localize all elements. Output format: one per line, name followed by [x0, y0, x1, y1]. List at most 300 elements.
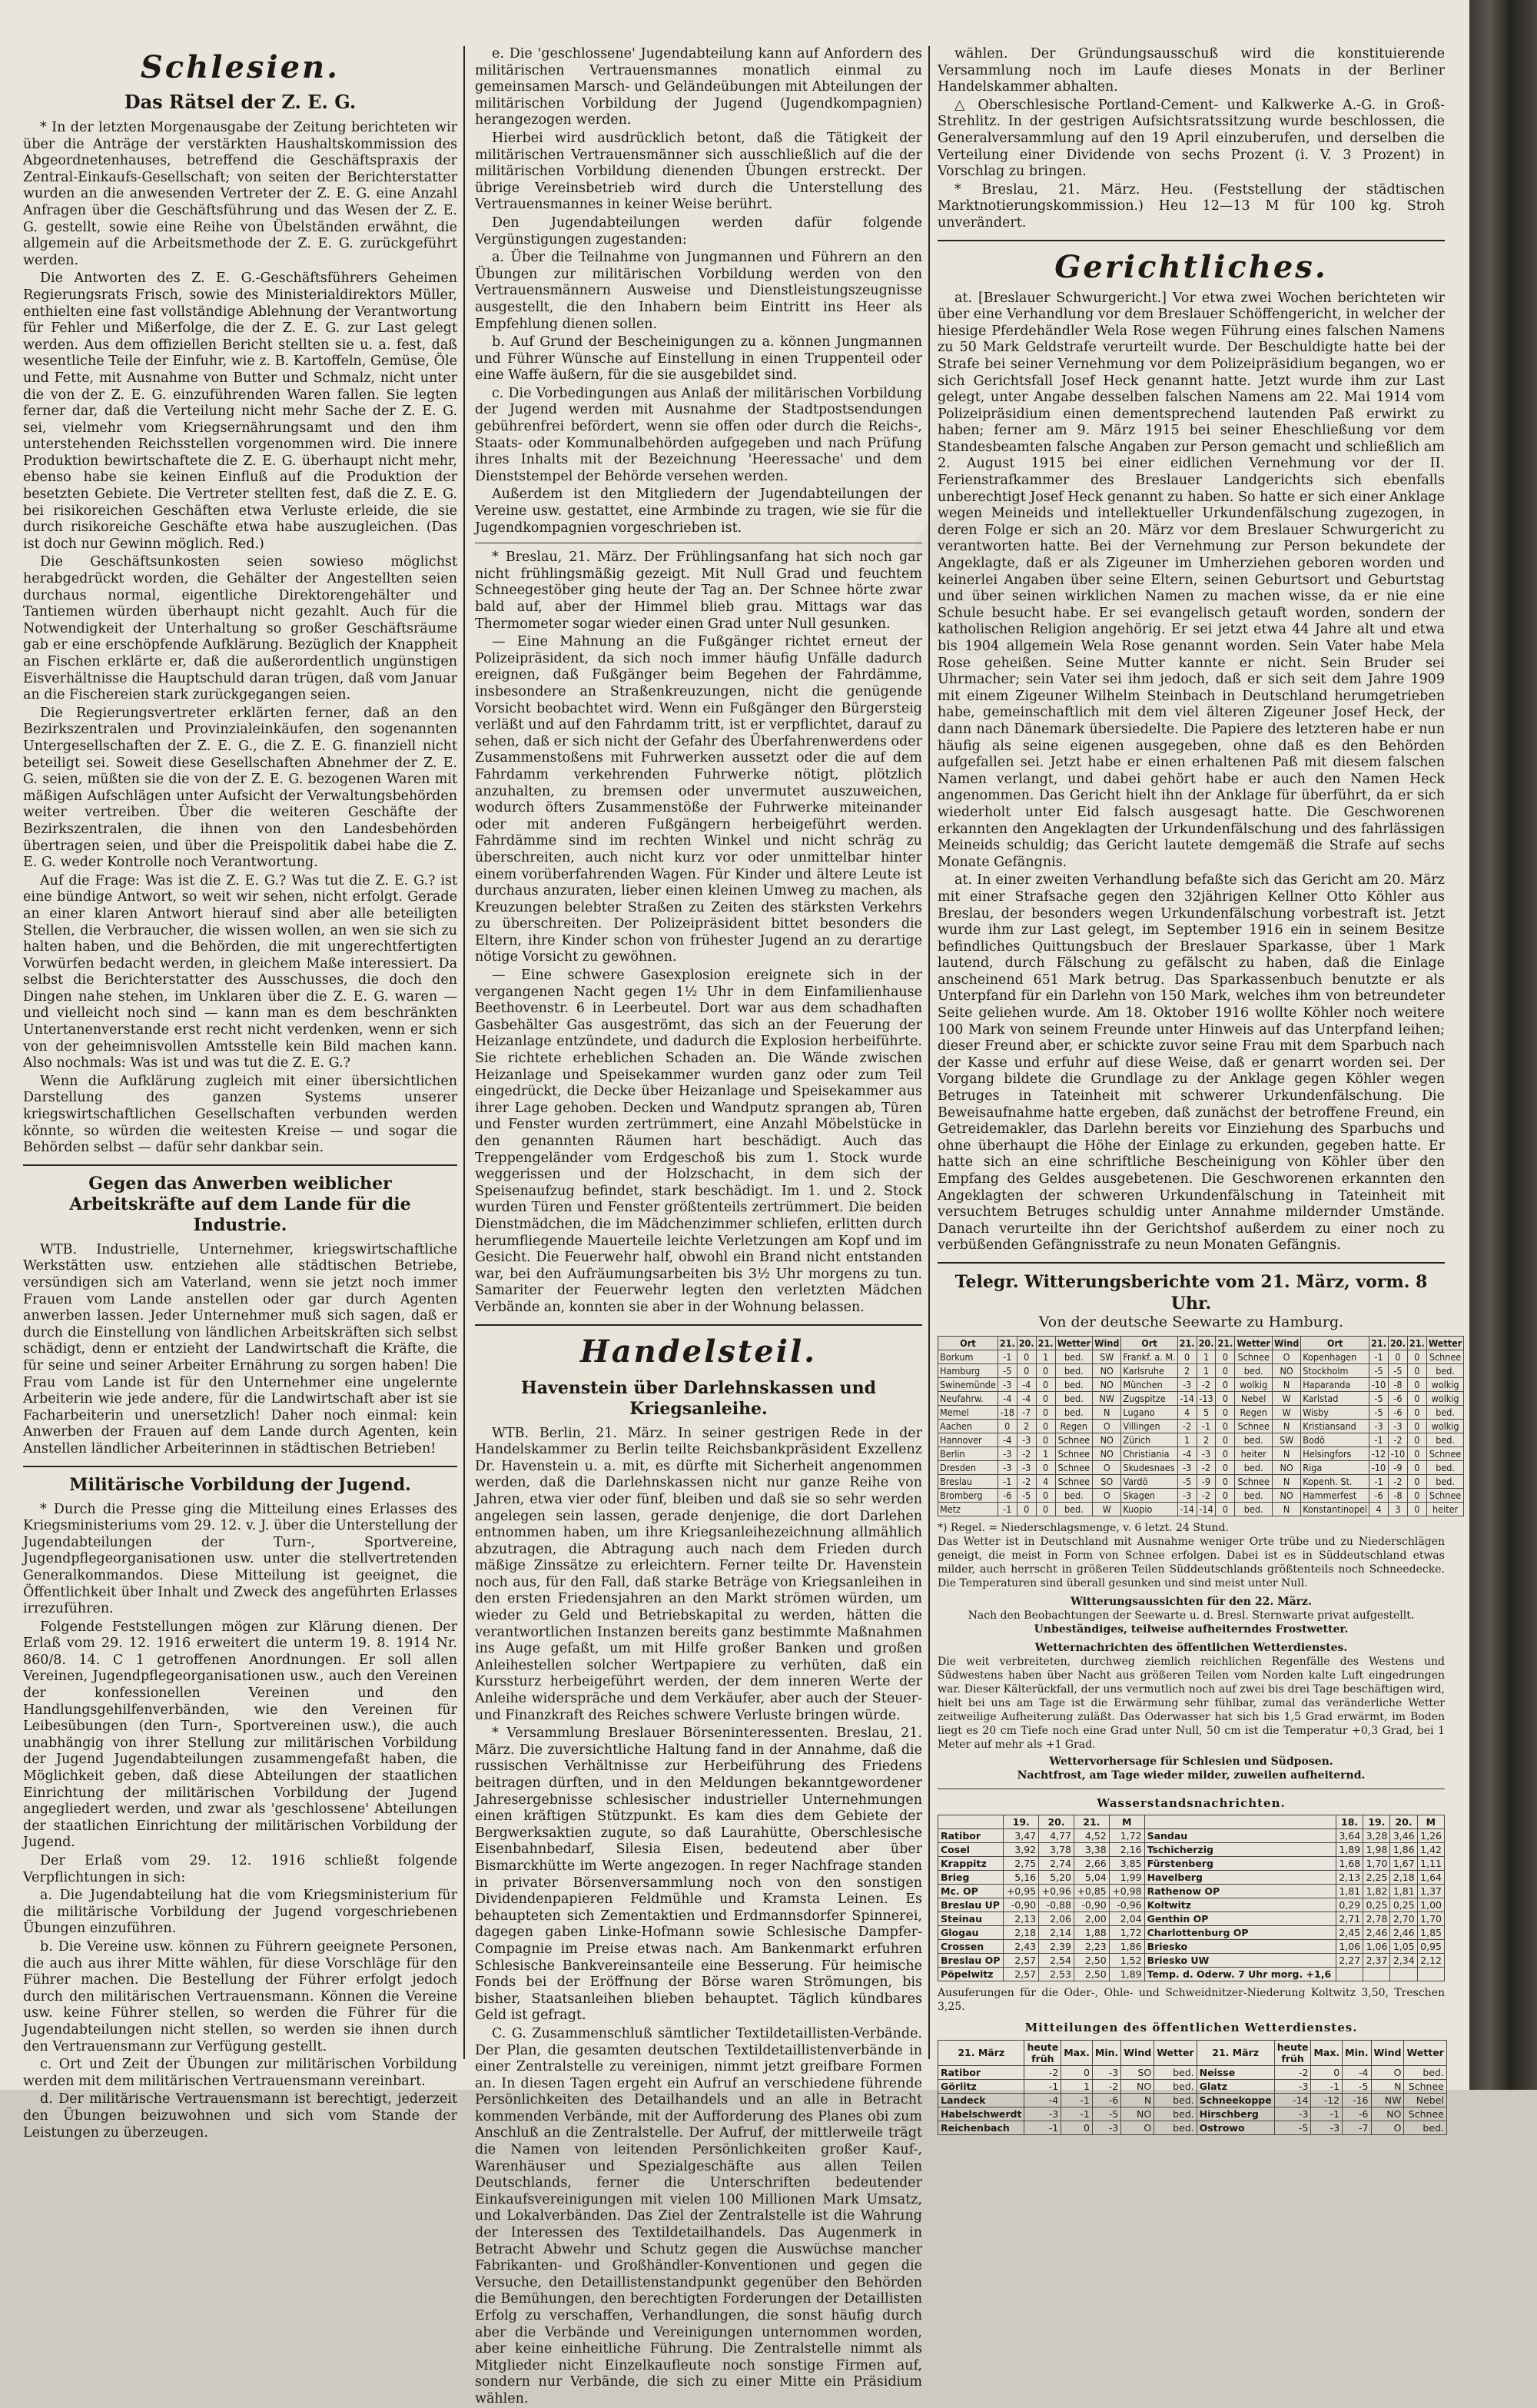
paragraph: c. Ort und Zeit der Übungen zur militärischen Vorbildung werden mit dem militärischen Vertrauensmann vereinbart.: [23, 2057, 457, 2089]
table-cell: bed.: [1426, 1460, 1464, 1474]
table-cell: 2,66: [1074, 1857, 1109, 1871]
table-cell: wolkig: [1426, 1419, 1464, 1433]
table-cell: Schnee: [1235, 1350, 1273, 1363]
table-cell: -2: [1092, 2079, 1120, 2093]
table-cell: -1: [1197, 1419, 1216, 1433]
paragraph: * In der letzten Morgenausgabe der Zeitung berichteten wir über die Anträge der verstärkten Haushaltskommission des Abgeordnetenhauses, betreffend die Geschäftspraxis der Zentral-Einkaufs-Gesellschaft; von seiten der Berichterstatter wurden an die anwesenden Vertreter der Z. E. G. eine Anzahl Anfragen über die Geschäftsführung und das Wesen der Z. E. G. gestellt, sowie eine Reihe von Übelständen erwähnt, die allgemein auf die Arbeitsmethode der Z. E. G. zurückgeführt werden.: [23, 120, 457, 268]
table-cell: Sandau: [1144, 1829, 1336, 1843]
table-cell: Crossen: [938, 1940, 1004, 1954]
table-cell: O: [1272, 1350, 1300, 1363]
table-cell: -3: [1017, 1460, 1036, 1474]
table-cell: wolkig: [1426, 1391, 1464, 1405]
table-header-cell: 21.: [1407, 1336, 1426, 1350]
table-cell: [1417, 1968, 1444, 1981]
table-header-cell: Wetter: [1055, 1336, 1093, 1350]
table-cell: -3: [1177, 1377, 1197, 1391]
table-cell: 2,78: [1363, 1912, 1390, 1926]
table-cell: Aachen: [938, 1419, 998, 1433]
table-cell: 2,57: [1004, 1968, 1039, 1981]
article-body-gericht: [938, 291, 1445, 1254]
table-cell: bed.: [1404, 2121, 1446, 2134]
table-cell: 2,00: [1074, 1912, 1109, 1926]
table-row: [938, 2079, 1447, 2093]
table-cell: -2: [1024, 2065, 1061, 2079]
table-cell: -4: [998, 1391, 1017, 1405]
table-cell: Temp. d. Oderw. 7 Uhr morg. +1,6: [1144, 1968, 1336, 1981]
table-header-cell: 21.: [1369, 1336, 1389, 1350]
table-cell: 4,52: [1074, 1829, 1109, 1843]
table-header-cell: 20.: [1197, 1336, 1216, 1350]
table-cell: -9: [1197, 1474, 1216, 1488]
paragraph: Außerdem ist den Mitgliedern der Jugendabteilungen der Vereine usw. gestattet, eine Armbinde zu tragen, wie sie für die Jugendkompagnien vorgeschrieben ist.: [475, 487, 922, 536]
table-row: [938, 2065, 1447, 2079]
stations-title: Mitteilungen des öffentlichen Wetterdienstes.: [1024, 2021, 1358, 2035]
forecast-text: Unbeständiges, teilweise aufheiterndes Frostwetter.: [1034, 1622, 1349, 1636]
table-cell: W: [1272, 1391, 1300, 1405]
table-cell: bed.: [1154, 2093, 1197, 2107]
table-header-cell: 19.: [1004, 1815, 1039, 1829]
table-cell: 5,16: [1004, 1871, 1039, 1885]
water-title: Wasserstandsnachrichten.: [1097, 1795, 1286, 1810]
table-cell: Vardö: [1121, 1474, 1177, 1488]
table-cell: 2,13: [1004, 1912, 1039, 1926]
table-cell: -1: [1369, 1433, 1389, 1446]
table-cell: N: [1371, 2079, 1404, 2093]
paragraph: Folgende Feststellungen mögen zur Klärung dienen. Der Erlaß vom 29. 12. 1916 erweitert die unterm 19. 8. 1914 Nr. 860/8. 14. C 1 getroffenen Anordnungen. Er soll allen Vereinen, Jugendpflegeorganisationen usw., auch den Vereinen der konfessionellen Vereinen und den Handlungsgehilfenverbänden, wie den Vereinen für Leibesübungen (den Turn-, Sportvereinen usw.), die auch unabhängig von ihrer Stellung zur militärischen Vorbildung der Jugend Jugendabteilungen zusammengefaßt haben, die Möglichkeit geben, daß diese Abteilungen der staatlichen Einrichtung der militärischen Vorbildung der Jugend angegliedert werden, und zwar als 'geschlossene' Abteilungen der staatlichen Einrichtung der militärischen Vorbildung der Jugend.: [23, 1619, 457, 1851]
article-body-zeg: [23, 120, 457, 1157]
table-cell: bed.: [1055, 1350, 1093, 1363]
table-row: [938, 1460, 1464, 1474]
table-cell: 1,11: [1417, 1857, 1444, 1871]
table-cell: Skagen: [1121, 1488, 1177, 1502]
table-cell: -3: [998, 1446, 1017, 1460]
table-cell: 0: [1407, 1460, 1426, 1474]
table-row: [938, 1829, 1445, 1843]
paragraph: * Durch die Presse ging die Mitteilung eines Erlasses des Kriegsministeriums vom 29. 12. v. J. über die Unterstellung der Jugendabteilungen der Turn-, Sportvereine, Jugendpflegeorganisationen usw. unter die stellvertretenden Generalkommandos. Diese Mitteilung ist geeignet, die Öffentlichkeit über Inhalt und Zweck des angeführten Erlasses irrezuführen.: [23, 1501, 457, 1617]
paragraph: * Breslau, 21. März. Der Frühlingsanfang hat sich noch gar nicht frühlingsmäßig gezeigt. Mit Null Grad und feuchtem Schneegestöber ging heute der Tag an. Der Schnee hörte zwar bald auf, aber der Himmel blieb grau. Mittags war das Thermometer sogar wieder einen Grad unter Null gesunken.: [475, 550, 922, 632]
table-cell: 1,06: [1336, 1940, 1363, 1954]
table-row: [938, 1350, 1464, 1363]
table-cell: Kuopio: [1121, 1502, 1177, 1516]
table-cell: 2,06: [1039, 1912, 1074, 1926]
table-cell: -16: [1343, 2093, 1371, 2107]
table-cell: 2,18: [1390, 1871, 1417, 1885]
table-cell: Neufahrw.: [938, 1391, 998, 1405]
table-header-cell: 20.: [1017, 1336, 1036, 1350]
table-cell: Helsingfors: [1301, 1446, 1369, 1460]
section-title-gerichtliches: Gerichtliches.: [1054, 248, 1328, 285]
forecast2-title: Wettervorhersage für Schlesien und Südposen.: [1049, 1755, 1333, 1768]
table-cell: -3: [998, 1377, 1017, 1391]
paragraph: d. Der militärische Vertrauensmann ist berechtigt, jederzeit den Übungen beizuwohnen und sich vom Stande der Leistungen zu überzeugen.: [23, 2091, 457, 2141]
table-header-cell: Wetter: [1235, 1336, 1273, 1350]
table-cell: 3,85: [1109, 1857, 1144, 1871]
article-body-anwerben: [23, 1242, 457, 1458]
table-header-cell: 21.: [1177, 1336, 1197, 1350]
table-header-cell: 21. März: [1197, 2040, 1274, 2065]
table-cell: -0,90: [1074, 1898, 1109, 1912]
table-cell: 4,77: [1039, 1829, 1074, 1843]
table-cell: bed.: [1235, 1363, 1273, 1377]
table-cell: -0,96: [1109, 1898, 1144, 1912]
table-cell: bed.: [1426, 1474, 1464, 1488]
table-cell: Schnee: [1426, 1488, 1464, 1502]
paragraph: a. Über die Teilnahme von Jungmannen und Führern an den Übungen zur militärischen Vorbildung werden von den Vertrauensmännern Ausweise und Dienstleistungszeugnisse ausgestellt, die den Inhabern beim Eintritt ins Heer als Empfehlung dienen sollen.: [475, 250, 922, 332]
table-header-cell: Wind: [1093, 1336, 1121, 1350]
table-cell: -1: [998, 1474, 1017, 1488]
table-cell: NO: [1093, 1433, 1121, 1446]
table-cell: -10: [1369, 1377, 1389, 1391]
table-cell: -8: [1388, 1488, 1407, 1502]
table-cell: 0: [1407, 1433, 1426, 1446]
table-cell: Schnee: [1055, 1474, 1093, 1488]
table-cell: bed.: [1154, 2079, 1197, 2093]
table-cell: bed.: [1154, 2121, 1197, 2134]
table-cell: 1,00: [1417, 1898, 1444, 1912]
table-cell: 0: [1407, 1446, 1426, 1460]
table-cell: 1,64: [1417, 1871, 1444, 1885]
table-cell: 3,28: [1363, 1829, 1390, 1843]
paragraph: — Eine schwere Gasexplosion ereignete sich in der vergangenen Nacht gegen 1½ Uhr in dem Einfamilienhause Beethovenstr. 6 in Leerbeutel. Dort war aus dem schadhaften Gasbehälter Gas ausgeströmt, das sich an der Feuerung der Heizanlage entzündete, und dadurch die Explosion herbeiführte. Sie richtete erheblichen Schaden an. Die Wände zwischen Heizanlage und Speisekammer wurden ganz oder zum Teil eingedrückt, die Decke über Heizanlage und Speisekammer aus ihrer Lage gehoben. Decken und Wandputz sprangen ab, Türen und Fenster wurden zertrümmert, eine Anzahl Möbelstücke in den genannten Räumen hart beschädigt. Auch das Treppengeländer vom Erdgeschoß bis zum 1. Stock wurde weggerissen und der Holzschacht, in dem sich der Speisenaufzug befindet, stark beschädigt. Im 1. und 2. Stock wurden Türen und Fenster größtenteils zertrümmert. Die beiden Dienstmädchen, die im Mädchenzimmer schliefen, erlitten durch herumfliegende Mauerteile leichte Verletzungen am Kopf und im Gesicht. Die Feuerwehr half, obwohl ein Brand nicht entstanden war, bei den Aufräumungsarbeiten bis 3½ Uhr morgens zu tun. Samariter der Feuerwehr legten den verletzten Mädchen Verbände an, konnten sie aber in der Wohnung belassen.: [475, 968, 922, 1315]
weather-table-body: [938, 1350, 1464, 1516]
table-cell: Pöpelwitz: [938, 1968, 1004, 1981]
table-row: [938, 1843, 1445, 1857]
table-cell: Wisby: [1301, 1405, 1369, 1419]
table-cell: NO: [1093, 1363, 1121, 1377]
table-cell: -3: [1092, 2121, 1120, 2134]
table-cell: 0: [1407, 1419, 1426, 1433]
table-cell: 1,52: [1109, 1954, 1144, 1968]
table-cell: Briesko: [1144, 1940, 1336, 1954]
table-cell: 2,18: [1004, 1926, 1039, 1940]
table-cell: -7: [1343, 2121, 1371, 2134]
paragraph: Die Antworten des Z. E. G.-Geschäftsführers Geheimen Regierungsrats Frisch, sowie des Ministerialdirektors Müller, enthielten eine fast vollständige Ablehnung der Verantwortung für Fehler und Mißerfolge, die der Z. E. G. zur Last gelegt werden. Aus dem offiziellen Bericht stellten sie u. a. fest, daß wesentliche Teile der Einfuhr, wie z. B. Kartoffeln, Gemüse, Öle und Fette, mit Ausnahme von Butter und Schmalz, nicht unter die von der Z. E. G. einzuführenden Waren fallen. Sie legten ferner dar, daß die Verteilung nicht mehr Sache der Z. E. G. sei, vielmehr vom Kriegsernährungsamt und den ihm unterstehenden Reichsstellen vorgenommen wird. Die innere Produktion bewirtschaftete die Z. E. G. überhaupt nicht mehr, ebenso habe sie keinen Einfluß auf die Produktion der besetzten Gebiete. Die Vertreter stellten fest, daß die Z. E. G. bei risikoreichen Geschäften etwa Verluste erleide, die sie durch risikoreiche Geschäfte etwa habe auszugleichen. (Das ist doch nur Gewinn möglich. Red.): [23, 271, 457, 552]
table-cell: Riga: [1301, 1460, 1369, 1474]
table-cell: -3: [1311, 2121, 1343, 2134]
table-row: [938, 2093, 1447, 2107]
table-header-cell: 20.: [1390, 1815, 1417, 1829]
table-cell: Hannover: [938, 1433, 998, 1446]
table-row: [938, 1405, 1464, 1419]
article-body-vorbildung-cont: [475, 46, 922, 536]
table-cell: 1,81: [1390, 1885, 1417, 1898]
table-cell: 2,46: [1390, 1926, 1417, 1940]
paragraph: Der Erlaß vom 29. 12. 1916 schließt folgende Verpflichtungen in sich:: [23, 1853, 457, 1885]
table-cell: Görlitz: [938, 2079, 1024, 2093]
table-cell: 0: [1216, 1433, 1235, 1446]
table-cell: Haparanda: [1301, 1377, 1369, 1391]
weather-table: [938, 1336, 1464, 1516]
article-body-local-news: [475, 550, 922, 1316]
table-cell: 2,46: [1363, 1926, 1390, 1940]
column-3: [938, 46, 1462, 2134]
table-cell: Ratibor: [938, 2065, 1024, 2079]
paragraph: b. Auf Grund der Bescheinigungen zu a. können Jungmannen und Führer Wünsche auf Einstellung in einen Truppenteil oder eine Waffe äußern, für die sie ausgebildet sind.: [475, 334, 922, 384]
table-cell: bed.: [1426, 1433, 1464, 1446]
table-cell: heiter: [1426, 1502, 1464, 1516]
table-cell: Neisse: [1197, 2065, 1274, 2079]
table-cell: 1,98: [1363, 1843, 1390, 1857]
table-cell: N: [1272, 1419, 1300, 1433]
table-cell: 3,78: [1039, 1843, 1074, 1857]
paragraph: △ Oberschlesische Portland-Cement- und Kalkwerke A.-G. in Groß-Strehlitz. In der gestrigen Aufsichtsratssitzung wurde beschlossen, die Generalversammlung auf den 19 April einzuberufen, und derselben die Verteilung einer Dividende von sechs Prozent (i. V. 3 Prozent) in Vorschlag zu bringen.: [938, 97, 1445, 180]
table-header-cell: Ort: [1301, 1336, 1369, 1350]
table-cell: Rathenow OP: [1144, 1885, 1336, 1898]
table-cell: München: [1121, 1377, 1177, 1391]
paragraph: Die Regierungsvertreter erklärten ferner, daß an den Bezirkszentralen und Provinzialeinkäufen, den sogenannten Untergesellschaften der Z. E. G., die Z. E. G. finanziell nicht beteiligt sei. Soweit diese Gesellschaften Abnehmer der Z. E. G. seien, müßten sie die von der Z. E. G. bezogenen Waren mit mäßigen Aufschlägen unter Aufsicht der Verwaltungsbehörden weiter vertreiben. Über die weiteren Geschäfte der Bezirkszentralen, die ihnen von den Landesbehörden übertragen seien, und über die Preispolitik dabei habe die Z. E. G. weder Kontrolle noch Verantwortung.: [23, 705, 457, 871]
table-header-cell: Wetter: [1404, 2040, 1446, 2065]
table-cell: 1,06: [1363, 1940, 1390, 1954]
table-cell: 4: [1036, 1474, 1055, 1488]
table-cell: 4: [1177, 1405, 1197, 1419]
table-row: [938, 1377, 1464, 1391]
table-cell: Koltwitz: [1144, 1898, 1336, 1912]
weather-summary: Das Wetter ist in Deutschland mit Ausnahme weniger Orte trübe und zu Niederschlägen geneigt, die meist in Form von Schnee erfolgen. Dabei ist es in Süddeutschland etwas milder, auch herrscht in größeren Teilen Süddeutschlands größtenteils noch Schneedecke. Die Temperaturen sind überall gesunken und sind meist unter Null.: [938, 1535, 1445, 1589]
stations-table-header: [938, 2040, 1447, 2065]
stations-table-body: [938, 2065, 1447, 2134]
table-cell: -4: [1017, 1391, 1036, 1405]
table-cell: Zürich: [1121, 1433, 1177, 1446]
table-cell: Borkum: [938, 1350, 998, 1363]
table-cell: Regen: [1235, 1405, 1273, 1419]
divider: [938, 1262, 1445, 1264]
table-cell: -9: [1388, 1460, 1407, 1474]
paragraph: at. In einer zweiten Verhandlung befaßte sich das Gericht am 20. März mit einer Strafsache gegen den 32jährigen Kellner Otto Köhler aus Breslau, der besonders wegen Urkundenfälschung vorbestraft ist. Jetzt wurde ihm zur Last gelegt, im September 1916 ein in seinem Besitze befindliches Quittungsbuch der Breslauer Sparkasse, über 1 Mark lautend, durch Fälschung zu gefälscht zu haben, daß die Einlage anscheinend 651 Mark betrug. Das Sparkassenbuch benutzte er als Unterpfand für ein Darlehn von 150 Mark, welches ihm von betreundeter Seite geliehen wurde. Am 18. Oktober 1916 wollte Köhler noch weitere 100 Mark von seinem Freunde unter Hinweis auf das Unterpfand leihen; dieser Freund aber, er schickte zuvor seine Frau mit dem Sparbuch nach der Kasse und erfuhr auf diese Weise, daß er genarrt worden sei. Der Vorgang bildete die Grundlage zu der Anklage gegen Köhler wegen Betruges in Tateinheit mit schwerer Urkundenfälschung. Die Beweisaufnahme hatte ergeben, daß zunächst der betroffene Freund, ein Getreidemakler, das Darlehn bereits vor Einziehung des Sparbuchs und ohne überhaupt die Höhe der Einlage zu erkunden, gegeben hatte. Er hatte sich an eine schriftliche Bescheinigung von Köhler über den Empfang des Geldes ausgebetenen. Die Geschworenen erkannten den Angeklagten der schweren Urkundenfälschung in Tateinheit mit versuchtem Betruges schuldig unter Annahme mildernder Umstände. Danach verurteilte ihn der Gerichtshof außerdem zu einer noch zu verbüßenden Gefängnisstrafe zu neun Monaten Gefängnis.: [938, 872, 1445, 1254]
paragraph: * Versammlung Breslauer Börseninteressenten. Breslau, 21. März. Die zuversichtliche Haltung fand in der Annahme, daß die russischen Verhältnisse zur Herbeiführung des Friedens beitragen dürften, und in den Meldungen bekanntgewordener Jahresergebnisse schlesischer industrieller Unternehmungen einen kräftigen Stützpunkt. Es kam dies dem Gebiete der Bergwerksaktien zugute, so daß Laurahütte, Oberschlesische Eisenbahnbedarf, Silesia Eisen, bedeutend aber über Bismarckhütte im Werte angezogen. In reger Nachfrage standen in privater Börsenversammlung noch von den sonstigen Dividendenpapieren Feldmühle und Kramsta Leinen. Es behaupteten sich Zementaktien und Erdmannsdorfer Spinnerei, dagegen gaben Linke-Hofmann sowie Schlesische Dampfer-Compagnie im Preise etwas nach. Am Bankenmarkt erfuhren Schlesische Bankvereinsanteile eine Besserung. Für heimische Fonds bei der Eröffnung der Börse waren Strömungen, bis bisher, Staatsanleihen blieben behauptet. Täglich kündbares Geld ist gefragt.: [475, 1725, 922, 2024]
table-cell: Charlottenburg OP: [1144, 1926, 1336, 1940]
table-header-cell: Wetter: [1154, 2040, 1197, 2065]
paragraph: wählen. Der Gründungsausschuß wird die konstituierende Versammlung noch im Laufe dieses Monats in der Berliner Handelskammer abhalten.: [938, 46, 1445, 95]
table-cell: N: [1272, 1502, 1300, 1516]
table-cell: bed.: [1055, 1377, 1093, 1391]
table-cell: 1: [1036, 1446, 1055, 1460]
paragraph: WTB. Berlin, 21. März. In seiner gestrigen Rede in der Handelskammer zu Berlin teilte Reichsbankpräsident Exzellenz Dr. Havenstein u. a. mit, es dürfte mit Sicherheit angenommen werden, daß die Darlehnskassen nicht nur ganze Reihe von Jahren, etwa vier oder fünf, bleiben und daß sie so sehr werden angelegen sein lassen, gerade denjenige, die dort Darlehen entnommen haben, um ihre Kriegsanleihezeichnung allmählich abzutragen, die Abtragung auch nach dem Frieden durch mäßige Zinssätze zu erleichtern. Ferner teilte Dr. Havenstein noch aus, für den Fall, daß starke Beträge von Kriegsanleihen in den ersten Friedensjahren an den Markt strömen würden, um wieder zu Geld und Betriebskapital zu werden, hätten die verantwortlichen Instanzen bereits ganz bestimmte Maßnahmen ins Auge gefaßt, um mit Hilfe großer Banken und großen Anleihestellen solcher Wertpapiere zu verhüten, daß ein Kurssturz herbeigeführt werden, der dem inneren Werte der Anleihe widerspräche und dem Verkäufer, aber auch der Steuer- und Finanzkraft des Reiches schwere Verluste bringen würde.: [475, 1425, 922, 1723]
table-cell: 0: [1036, 1502, 1055, 1516]
table-row: [938, 1926, 1445, 1940]
paragraph: * Breslau, 21. März. Heu. (Feststellung der städtischen Marktnotierungskommission.) Heu 12—13 M für 100 kg. Stroh unverändert.: [938, 181, 1445, 231]
table-header-cell: 20.: [1039, 1815, 1074, 1829]
table-cell: Glatz: [1197, 2079, 1274, 2093]
article-body-vorbildung: [23, 1502, 457, 2142]
table-cell: 0: [1407, 1363, 1426, 1377]
table-cell: 1,89: [1109, 1968, 1144, 1981]
table-cell: -12: [1311, 2093, 1343, 2107]
table-row: [938, 1968, 1445, 1981]
table-cell: 0,29: [1336, 1898, 1363, 1912]
forecast-title: Witterungsaussichten für den 22. März.: [1071, 1595, 1312, 1608]
table-cell: 0: [1407, 1350, 1426, 1363]
table-cell: -1: [998, 1350, 1017, 1363]
table-cell: 0: [1036, 1363, 1055, 1377]
table-cell: 0: [1407, 1502, 1426, 1516]
table-cell: bed.: [1235, 1488, 1273, 1502]
table-cell: N: [1272, 1446, 1300, 1460]
table-cell: bed.: [1426, 1405, 1464, 1419]
table-cell: Nebel: [1404, 2093, 1446, 2107]
table-header-cell: Wind: [1371, 2040, 1404, 2065]
table-row: [938, 1898, 1445, 1912]
table-cell: -3: [1274, 2079, 1311, 2093]
table-header-cell: 21.: [1036, 1336, 1055, 1350]
table-header-cell: Wetter: [1426, 1336, 1464, 1350]
table-cell: 0: [1216, 1377, 1235, 1391]
table-cell: 0: [1311, 2065, 1343, 2079]
table-cell: 0: [1388, 1350, 1407, 1363]
paragraph: c. Die Vorbedingungen aus Anlaß der militärischen Vorbildung der Jugend werden mit Ausnahme der Stadtpostsendungen gebührenfrei befördert, wenn sie offen oder durch die Reichs-, Staats- oder Kommunalbehörden aufgegeben und nach Prüfung ihres Inhalts mit der Bezeichnung 'Heeressache' und dem Dienststempel der Behörde versehen werden.: [475, 385, 922, 484]
table-cell: +0,98: [1109, 1885, 1144, 1898]
table-row: [938, 1871, 1445, 1885]
water-table-header: [938, 1815, 1445, 1829]
table-cell: Villingen: [1121, 1419, 1177, 1433]
table-cell: bed.: [1235, 1433, 1273, 1446]
table-cell: N: [1093, 1405, 1121, 1419]
table-cell: 0: [1407, 1474, 1426, 1488]
divider: [23, 1164, 457, 1166]
table-header-cell: Wind: [1272, 1336, 1300, 1350]
table-cell: Schnee: [1426, 1446, 1464, 1460]
table-cell: 2: [1017, 1419, 1036, 1433]
table-cell: O: [1121, 2121, 1154, 2134]
table-cell: 1,05: [1390, 1940, 1417, 1954]
table-cell: O: [1371, 2121, 1404, 2134]
table-cell: Karlsruhe: [1121, 1363, 1177, 1377]
divider: [475, 1324, 922, 1326]
table-cell: 0: [1216, 1474, 1235, 1488]
table-header-cell: 18.: [1336, 1815, 1363, 1829]
table-cell: 2,54: [1039, 1954, 1074, 1968]
table-cell: 1,37: [1417, 1885, 1444, 1898]
table-cell: bed.: [1235, 1502, 1273, 1516]
section-title-schlesien: Schlesien.: [140, 49, 340, 85]
table-cell: Breslau UP: [938, 1898, 1004, 1912]
table-cell: -6: [998, 1488, 1017, 1502]
table-header-cell: 21.: [1074, 1815, 1109, 1829]
table-cell: SW: [1272, 1433, 1300, 1446]
table-header-cell: 21. März: [938, 2040, 1024, 2065]
table-cell: 2,25: [1363, 1871, 1390, 1885]
table-cell: -5: [1369, 1391, 1389, 1405]
table-cell: NO: [1272, 1488, 1300, 1502]
table-header-cell: Min.: [1092, 2040, 1120, 2065]
article-body-handel-cont: [938, 46, 1445, 232]
table-cell: SO: [1121, 2065, 1154, 2079]
table-cell: +0,95: [1004, 1885, 1039, 1898]
table-header-cell: M: [1109, 1815, 1144, 1829]
weather-subtitle: Von der deutsche Seewarte zu Hamburg.: [1038, 1313, 1344, 1330]
table-cell: NO: [1272, 1460, 1300, 1474]
table-cell: -14: [1177, 1391, 1197, 1405]
table-row: [938, 1433, 1464, 1446]
table-cell: 2,13: [1336, 1871, 1363, 1885]
table-header-cell: 19.: [1363, 1815, 1390, 1829]
table-cell: -2: [1197, 1460, 1216, 1474]
table-cell: 1: [1036, 1350, 1055, 1363]
table-header-cell: Min.: [1343, 2040, 1371, 2065]
table-cell: -8: [1388, 1377, 1407, 1391]
table-cell: 0: [1017, 1502, 1036, 1516]
table-cell: Schnee: [1055, 1460, 1093, 1474]
column-rule: [928, 46, 930, 2059]
table-cell: -1: [1024, 2121, 1061, 2134]
table-header-cell: Max.: [1311, 2040, 1343, 2065]
table-cell: 0: [1036, 1488, 1055, 1502]
table-cell: 2,04: [1109, 1912, 1144, 1926]
table-cell: 0: [1216, 1405, 1235, 1419]
table-cell: 2,70: [1390, 1912, 1417, 1926]
table-cell: bed.: [1055, 1488, 1093, 1502]
table-cell: 2,16: [1109, 1843, 1144, 1857]
table-cell: Habelschwerdt: [938, 2107, 1024, 2121]
table-cell: 1,86: [1390, 1843, 1417, 1857]
table-cell: Schnee: [1235, 1474, 1273, 1488]
paragraph: at. [Breslauer Schwurgericht.] Vor etwa zwei Wochen berichteten wir über eine Verhandlung vor dem Breslauer Schöffengericht, in welcher der hiesige Pferdehändler Wela Rose wegen Führung eines falschen Namens zu 50 Mark Geldstrafe verurteilt wurde. Der Beschuldigte hatte bei der Strafe bei seiner Vernehmung vor dem Polizeipräsidium begangen, wo er sich Gerichtsfall Josef Heck genannt hatte. Jetzt wurde ihm zur Last gelegt, unter Angabe desselben falschen Namens am 22. Mai 1914 vom Polizeipräsidium einen dementsprechend lautenden Paß erwirkt zu haben; ferner am 9. März 1915 bei seiner Eheschließung vor dem Standesbeamten falsche Angaben zur Person gemacht und schließlich am 2. August 1915 bei einer eidlichen Vernehmung vor der II. Ferienstrafkammer des Breslauer Landgerichts sich ebenfalls unberechtigt Josef Heck genannt zu haben. So hatte er sich einer Anklage wegen Meineids und intellektueller Urkundenfälschung zugezogen, in deren Folge er sich an 20. März vor dem Breslauer Schwurgericht zu verantworten hatte. Bei der Vernehmung zur Person bekundete der Angeklagte, daß er als Zigeuner im Umherziehen geboren worden und keinerlei Angaben über seine Eltern, seinen Geburtsort und Geburtstag und über seinen wirklichen Namen zu machen wisse, da er nie eine Schule besucht habe. Er sei evangelisch getauft worden, sondern der katholischen Religion angehörig. Er sei jetzt etwa 44 Jahre alt und etwa bis 1904 allgemein Wela Rose genannt worden. Sein Vater habe Mela Rose geheißen. Seine Mutter kannte er nicht. Sein Bruder sei Uhrmacher; sein Vater sei ihm jedoch, daß er sich seit dem Jahre 1909 mit einem Zigeuner Wilhelm Steinbach in Deutschland herumgetrieben habe, gemeinschaftlich mit dem viel älteren Zigeuner Josef Heck, der dann nach Dänemark übersiedelte. Die Papiere des letzteren habe er nun häufig als seine eigenen ausgegeben, ohne daß es den Behörden aufgefallen sei. Jetzt habe er einen erhaltenen Paß mit diesem falschen Namen verlangt, und dabei gehört habe er auch den Namen Heck angenommen. Das Gericht hielt ihn der Anklage für überführt, da er sich wiederholt unter Eid falsch ausgesagt hatte. Die Geschworenen erkannten den Angeklagten der Urkundenfälschung und des fahrlässigen Meineids schuldig; das Gericht lautete demgemäß die Strafe auf sechs Monate Gefängnis.: [938, 290, 1446, 870]
table-cell: Lugano: [1121, 1405, 1177, 1419]
table-cell: O: [1371, 2065, 1404, 2079]
table-cell: -0,88: [1039, 1898, 1074, 1912]
table-cell: -3: [1017, 1433, 1036, 1446]
table-cell: -4: [998, 1433, 1017, 1446]
table-cell: bed.: [1426, 1363, 1464, 1377]
table-cell: 2,37: [1363, 1954, 1390, 1968]
weather-title: Telegr. Witterungsberichte vom 21. März, vorm. 8 Uhr.: [954, 1271, 1428, 1314]
table-cell: -1: [1369, 1474, 1389, 1488]
table-cell: 0: [1036, 1460, 1055, 1474]
table-cell: 1,70: [1417, 1912, 1444, 1926]
paragraph: Wenn die Aufklärung zugleich mit einer übersichtlichen Darstellung des ganzen Systems unserer kriegswirtschaftlichen Gesellschaften verbunden werden könnte, so würden die weitesten Kreise — und sogar die Behörden selbst — dafür sehr dankbar sein.: [23, 1073, 457, 1156]
table-cell: 2,74: [1039, 1857, 1074, 1871]
table-cell: -4: [1017, 1377, 1036, 1391]
table-cell: NO: [1272, 1363, 1300, 1377]
divider: [23, 1466, 457, 1467]
table-cell: -2: [1197, 1488, 1216, 1502]
table-cell: -18: [998, 1405, 1017, 1419]
table-cell: 2,12: [1417, 1954, 1444, 1968]
table-cell: Brieg: [938, 1871, 1004, 1885]
table-cell: 0: [1036, 1433, 1055, 1446]
table-cell: 0: [1216, 1419, 1235, 1433]
table-cell: Cosel: [938, 1843, 1004, 1857]
table-row: [938, 1488, 1464, 1502]
table-row: [938, 2107, 1447, 2121]
table-cell: 1,67: [1390, 1857, 1417, 1871]
table-cell: 1,99: [1109, 1871, 1144, 1885]
paragraph: e. Die 'geschlossene' Jugendabteilung kann auf Anfordern des militärischen Vertrauensmannes monatlich einmal zu gemeinsamen Marsch- und Geländeübungen mit Abteilungen der militärischen Vorbildung der Jugend (Jugendkompagnien) herangezogen werden.: [475, 46, 922, 128]
table-cell: -2: [1017, 1474, 1036, 1488]
table-cell: 2,27: [1336, 1954, 1363, 1968]
table-cell: -2: [1017, 1446, 1036, 1460]
table-cell: SW: [1093, 1350, 1121, 1363]
article-title-havenstein: Havenstein über Darlehnskassen und Kriegsanleihe.: [521, 1377, 876, 1419]
table-cell: 0: [1036, 1419, 1055, 1433]
table-cell: -5: [1369, 1363, 1389, 1377]
table-header-cell: Max.: [1061, 2040, 1093, 2065]
table-cell: Genthin OP: [1144, 1912, 1336, 1926]
weather-notes: [938, 1521, 1445, 1782]
table-cell: Krappitz: [938, 1857, 1004, 1871]
table-cell: Ostrowo: [1197, 2121, 1274, 2134]
table-cell: Schnee: [1404, 2107, 1446, 2121]
table-cell: 2,50: [1074, 1968, 1109, 1981]
table-cell: Bodö: [1301, 1433, 1369, 1446]
table-cell: Havelberg: [1144, 1871, 1336, 1885]
table-cell: bed.: [1055, 1502, 1093, 1516]
table-cell: -5: [998, 1363, 1017, 1377]
table-cell: -2: [1388, 1474, 1407, 1488]
table-cell: 3,47: [1004, 1829, 1039, 1843]
table-cell: 0,25: [1390, 1898, 1417, 1912]
table-cell: 3,46: [1390, 1829, 1417, 1843]
table-cell: -13: [1197, 1391, 1216, 1405]
